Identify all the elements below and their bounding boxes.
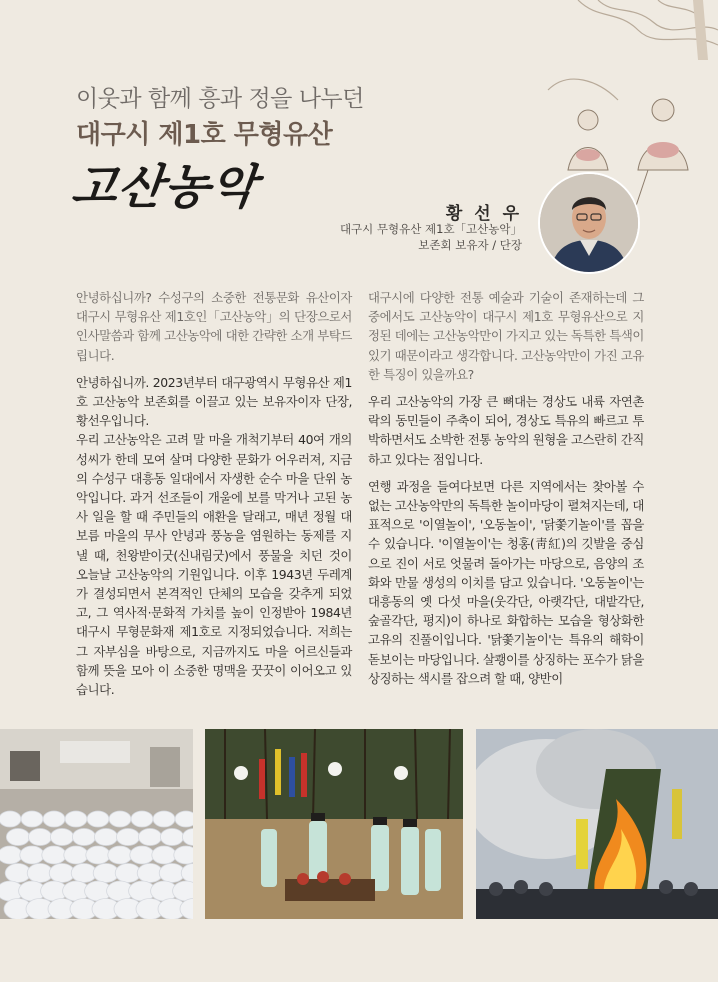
answer-paragraph: 안녕하십니까. 2023년부터 대구광역시 무형유산 제1호 고산농악 보존회를 이끌고 있는 보유자이자 단장, 황선우입니다. 우리 고산농악은 고려 말 마을 개척기부터 40여 개의 성씨가 한데 모여 살며 다양한 문화가 어우러져, 지금의 수성구 대흥동 일대에서 자생한 순수 마을 단위 농악입니다. 과거 선조들이 개울에 보를 막거나 고된 농사 일을 할 때 주민들의 애환을 달래고, 매년 정월 대보름 마을의 무사 안녕과 풍농을 염원하는 동제를 지낼 때, 천왕받이굿(신내림굿)에서 풍물을 치던 것이 오늘날 고산농악의 기원입니다. 이후 1943년 두레계가 결성되면서 본격적인 단체의 모습을 갖추게 되었고, 그 역사적·문화적 가치를 높이 인정받아 1984년 대구시 무형문화재 제1호로 지정되었습니다. 저희는 그 자부심을 바탕으로, 지금까지도 마을 어르신들과 함께 뜻을 모아 이 소중한 명맥을 꿋꿋이 이어오고 있습니다. (76, 374, 352, 698)
article-column-right (368, 288, 644, 696)
answer-paragraph: 연행 과정을 들여다보면 다른 지역에서는 찾아볼 수 없는 고산농악만의 독특한 놀이마당이 펼쳐지는데, 대표적으로 '이열놀이', '오동놀이', '닭쫓기놀이'를 꼽을 수 있습니다. '이열놀이'는 청홍(靑紅)의 깃발을 중심으로 진이 서로 엇물려 돌아가는 마당으로, 음양의 조화와 만물 생성의 이치를 담고 있습니다. '오동놀이'는 대흥동의 옛 다섯 마을(웃각단, 아랫각단, 대밭각단, 숲골각단, 평지)이 하나로 화합하는 모습을 형상화한 고유의 진풀이입니다. '닭쫓기놀이'는 특유의 해학이 돋보이는 마당입니다. 살쾡이를 상징하는 포수가 닭을 상징하는 색시를 잡으려 할 때, 양반이 (368, 478, 644, 686)
portrait-photo (538, 172, 640, 274)
interviewee-name: 황 선 우 (445, 204, 522, 224)
article-column-left (76, 288, 352, 707)
headline: 대구시 제1호 무형유산 (76, 120, 333, 150)
photo-ceremony (205, 729, 463, 919)
role-line: 대구시 무형유산 제1호「고산농악」 (339, 222, 522, 236)
calligraphy-title: 고산농악 (68, 160, 261, 215)
photo-ritual-hall (0, 729, 193, 919)
answer-paragraph: 우리 고산농악의 가장 큰 뼈대는 경상도 내륙 자연촌락의 동민들이 주축이 되어, 경상도 특유의 빠르고 투박하면서도 소박한 전통 농악의 원형을 고스란히 간직하고 있다는 점입니다. (368, 394, 644, 467)
interviewee-role (262, 221, 522, 253)
question-paragraph: 대구시에 다양한 전통 예술과 기술이 존재하는데 그 중에서도 고산농악이 대구시 제1호 무형유산으로 지정된 데에는 고산농악만이 가지고 있는 독특한 특색이 있기 때문이라고 생각합니다. 고산농악만이 가진 고유한 특징이 있을까요? (368, 290, 644, 382)
headline-kicker: 이웃과 함께 흥과 정을 나누던 (76, 86, 364, 112)
question-paragraph: 안녕하십니까? 수성구의 소중한 전통문화 유산이자 대구시 무형유산 제1호인「고산농악」의 단장으로서 인사말씀과 함께 고산농악에 대한 간략한 소개 부탁드립니다. (76, 290, 352, 363)
role-line: 보존회 보유자 / 단장 (418, 238, 522, 252)
photo-moon-house-fire (476, 729, 718, 919)
